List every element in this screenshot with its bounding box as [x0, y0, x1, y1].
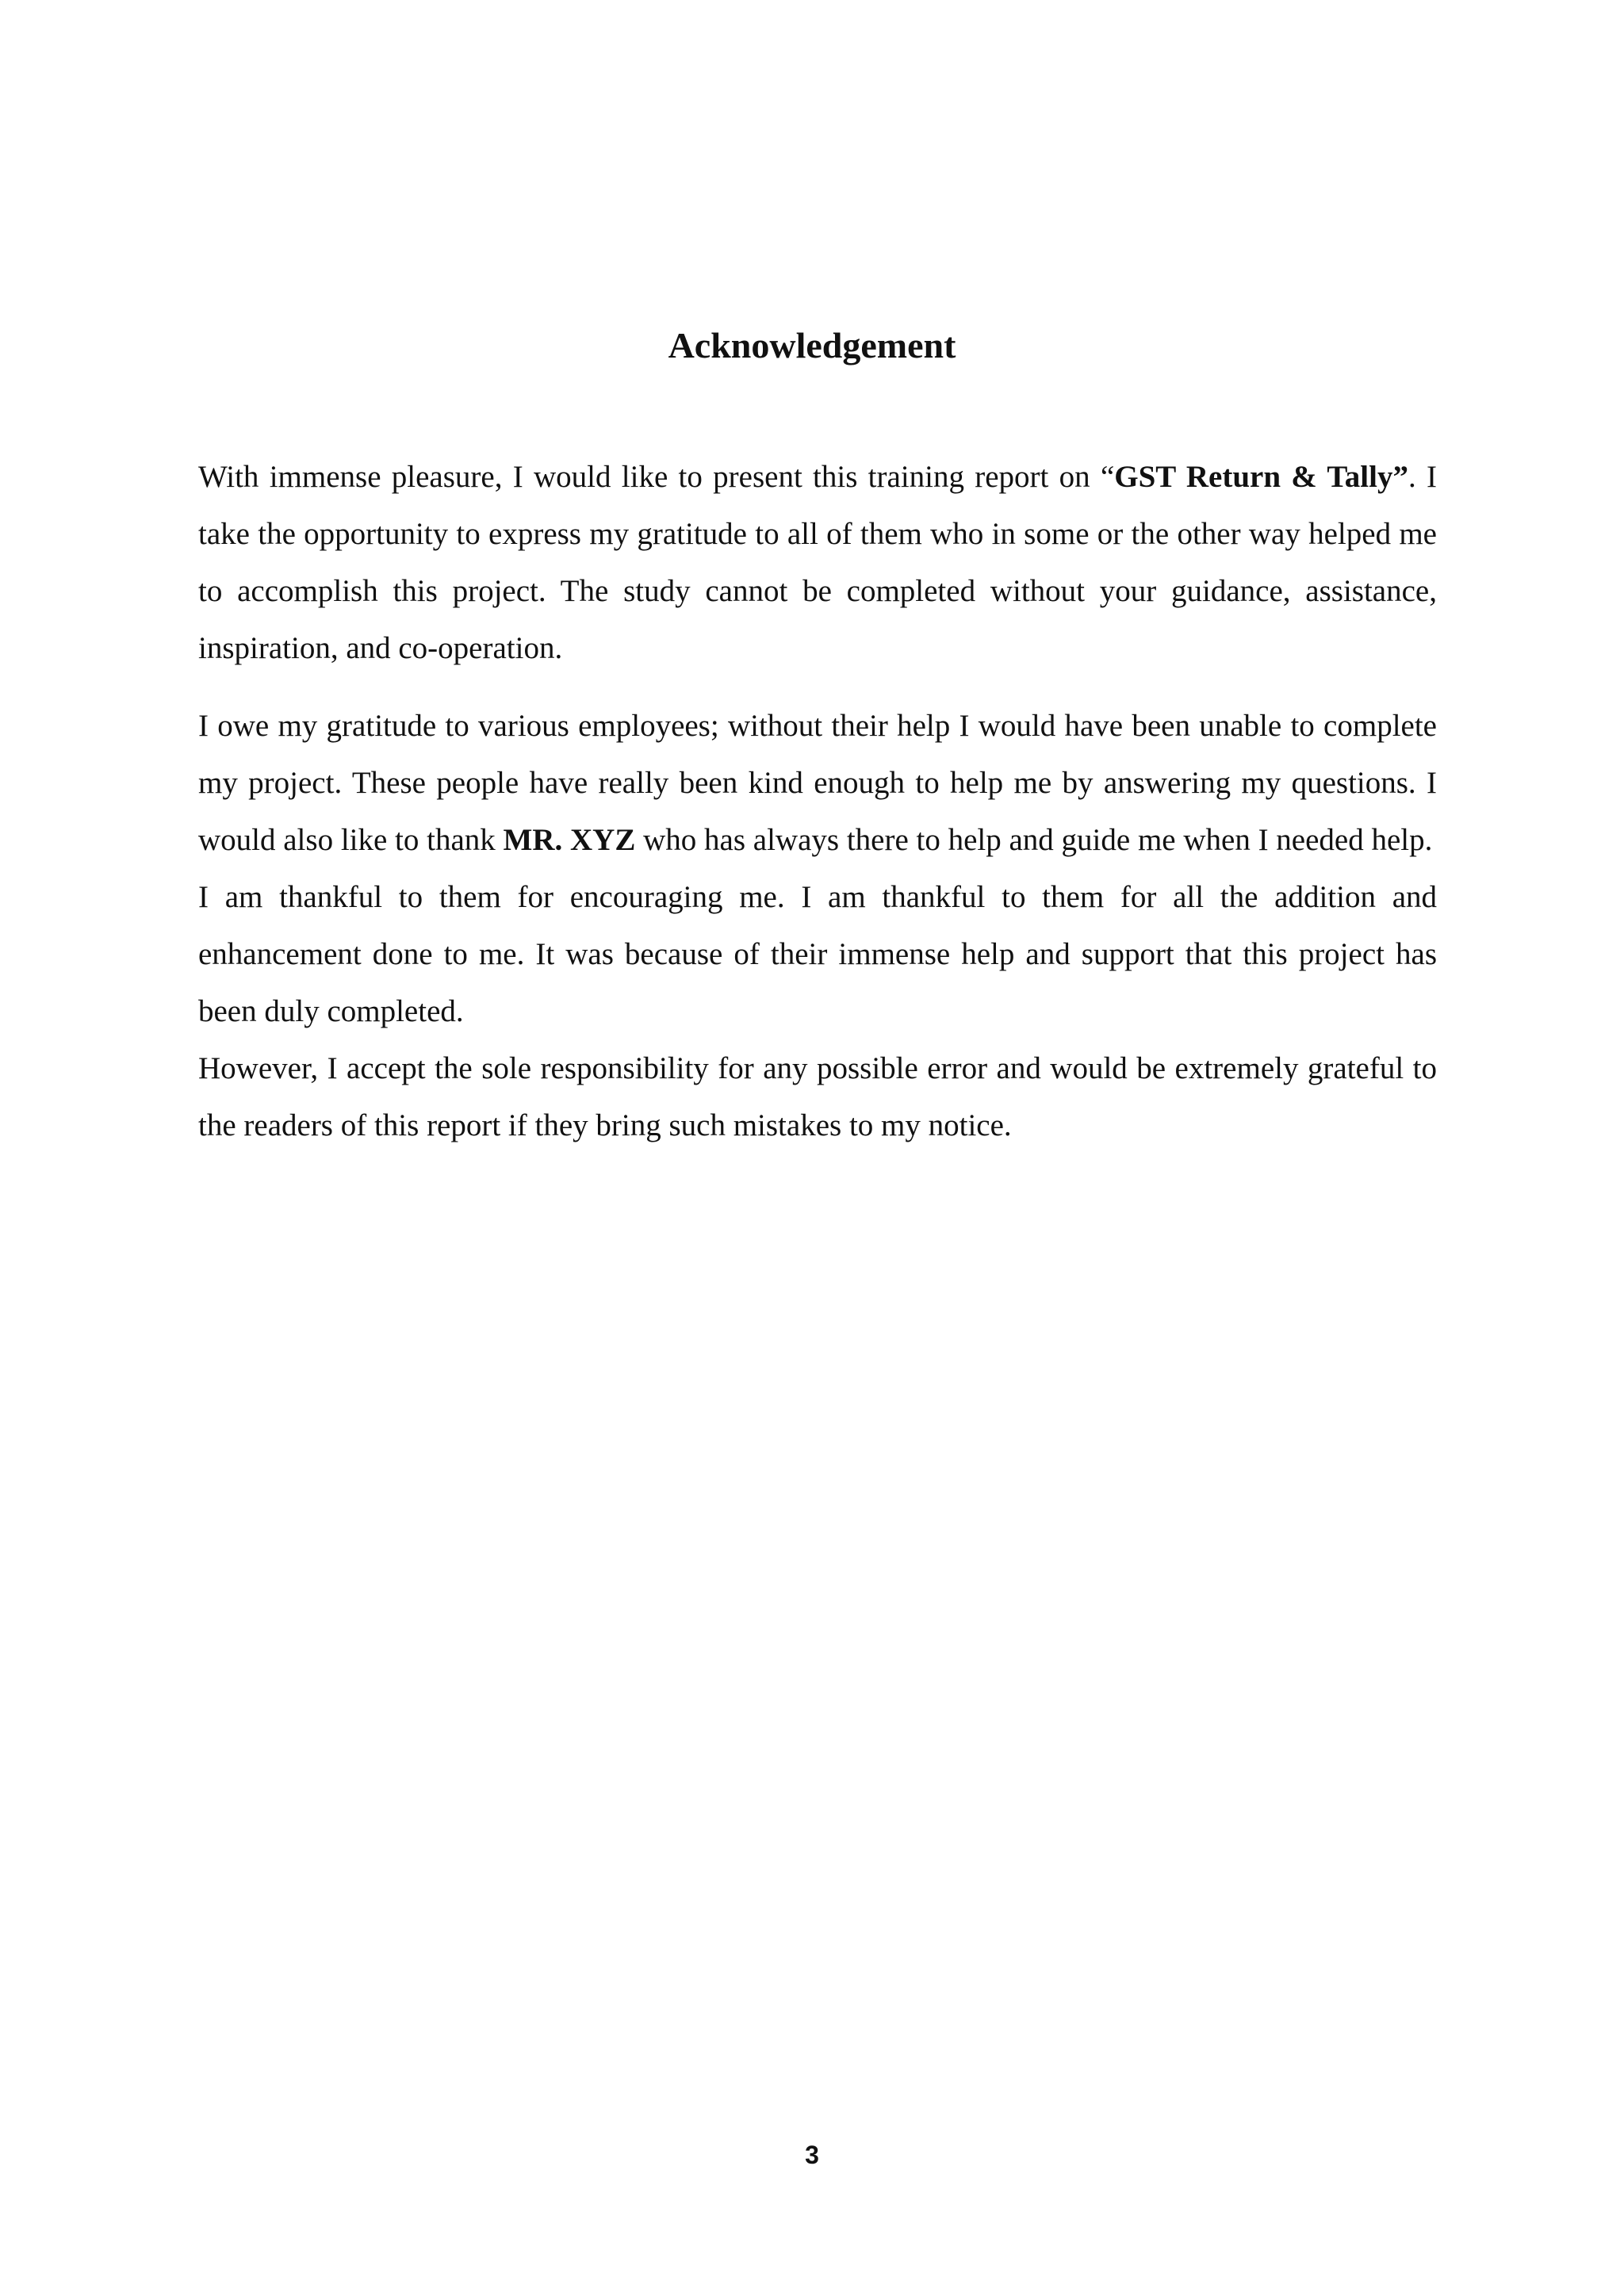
page-title: Acknowledgement: [668, 325, 956, 365]
paragraph-3: I am thankful to them for encouraging me. I am thankful to them for all the addition and enhancement done to me. It was because of their immense help and support that this project has been duly completed.: [198, 880, 1437, 1028]
paragraph-1-intro: With immense pleasure, I would like to present this training report on “: [198, 460, 1115, 494]
paragraph-2-intro: I owe my gratitude to various employees; without their help I would have been unable to complete my project. These people have really been kind enough to help me by answering my questions. I would also like to thank: [198, 709, 1437, 857]
paragraph-1: [198, 449, 1437, 677]
page-number: 3: [805, 2141, 819, 2169]
paragraph-4: However, I accept the sole responsibility for any possible error and would be extremely grateful to the readers of this report if they bring such mistakes to my notice.: [198, 1051, 1437, 1142]
paragraph-2: [198, 698, 1437, 869]
paragraph-2-rest: who has always there to help and guide me when I needed help.: [635, 823, 1433, 857]
paragraph-1-rest: . I take the opportunity to express my gratitude to all of them who in some or the other way helped me to accomplish this project. The study cannot be completed without your guidance, assistance, inspiration, and co-operation.: [198, 460, 1437, 665]
mentor-name-emphasis: MR. XYZ: [503, 823, 636, 857]
report-title-emphasis: GST Return & Tally”: [1114, 460, 1408, 494]
acknowledgement-body: [198, 449, 1437, 1154]
